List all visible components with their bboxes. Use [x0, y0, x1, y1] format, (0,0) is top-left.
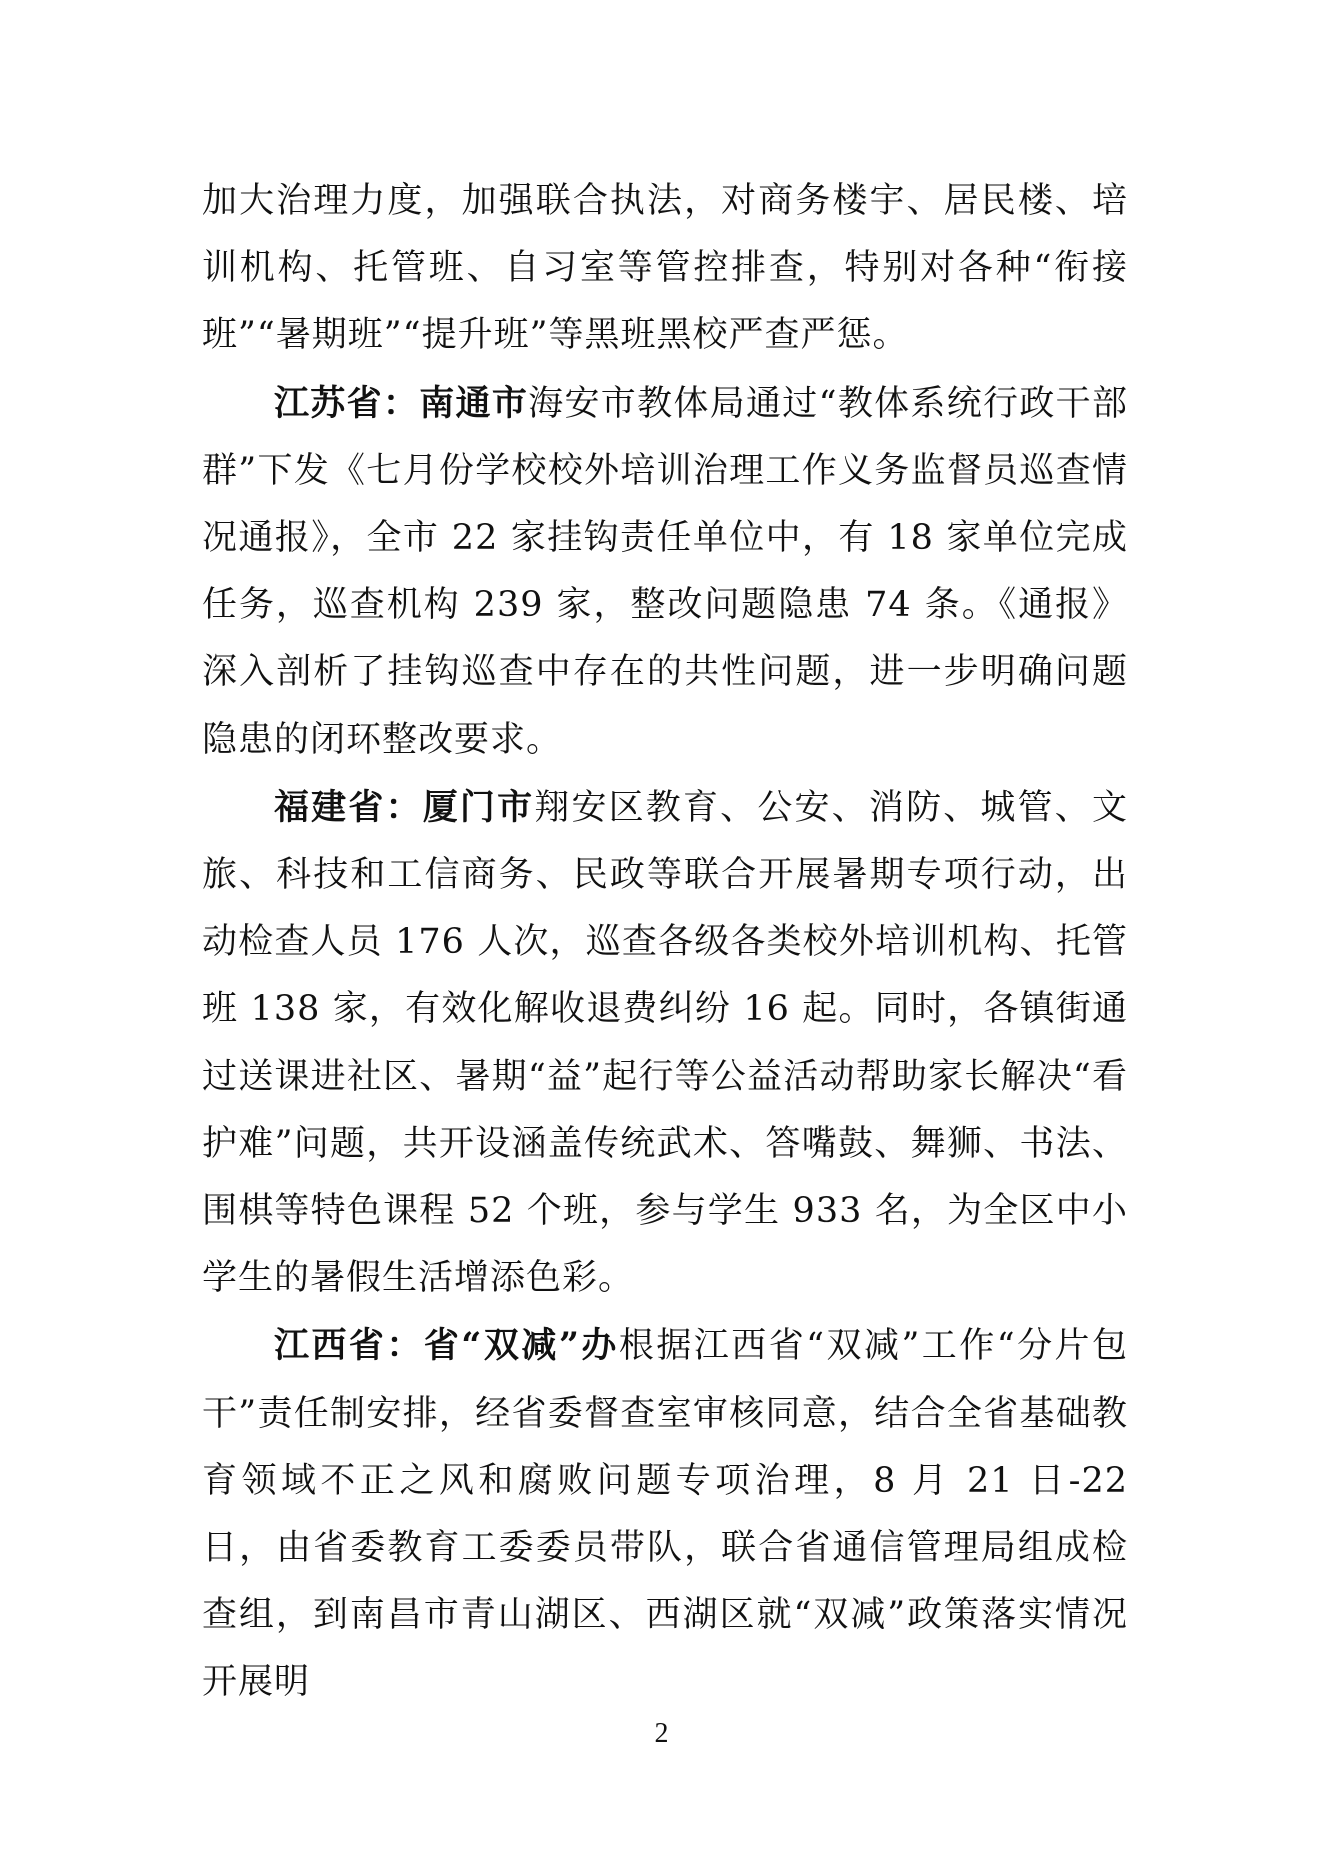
paragraph-text: 翔安区教育、公安、消防、城管、文旅、科技和工信商务、民政等联合开展暑期专项行动，出动检查人员 176 人次，巡查各级各类校外培训机构、托管班 138 家，有效化解收退费纠纷 16 起。同时，各镇街通过送课进社区、暑期“益”起行等公益活动帮助家长解决“看护难”问题，共开设涵盖传统武术、答嘴鼓、舞狮、书法、围棋等特色课程 52 个班，参与学生 933 名，为全区中小学生的暑假生活增添色彩。 [202, 787, 1128, 1299]
paragraph-text: 根据江西省“双减”工作“分片包干”责任制安排，经省委督查室审核同意，结合全省基础教育领域不正之风和腐败问题专项治理，8 月 21 日-22 日，由省委教育工委委员带队，联合省通信管理局组成检查组，到南昌市青山湖区、西湖区就“双减”政策落实情况开展明 [202, 1326, 1128, 1703]
document-body [202, 168, 1128, 1717]
paragraph-text: 加大治理力度，加强联合执法，对商务楼宇、居民楼、培训机构、托管班、自习室等管控排查，特别对各种“衔接班”“暑期班”“提升班”等黑班黑校严查严惩。 [202, 181, 1128, 356]
paragraph-lead: 江西省：省“双减”办 [274, 1325, 619, 1367]
paragraph-fujian [202, 774, 1128, 1313]
page-number: 2 [654, 1718, 669, 1749]
paragraph-continuation [202, 168, 1128, 370]
paragraph-lead: 江苏省：南通市 [274, 382, 529, 424]
paragraph-jiangsu [202, 370, 1128, 774]
paragraph-text: 海安市教体局通过“教体系统行政干部群”下发《七月份学校校外培训治理工作义务监督员巡查情况通报》，全市 22 家挂钩责任单位中，有 18 家单位完成任务，巡查机构 239 家，整改问题隐患 74 条。《通报》深入剖析了挂钩巡查中存在的共性问题，进一步明确问题隐患的闭环整改要求。 [202, 383, 1128, 760]
paragraph-lead: 福建省：厦门市 [274, 786, 535, 828]
paragraph-jiangxi [202, 1312, 1128, 1716]
